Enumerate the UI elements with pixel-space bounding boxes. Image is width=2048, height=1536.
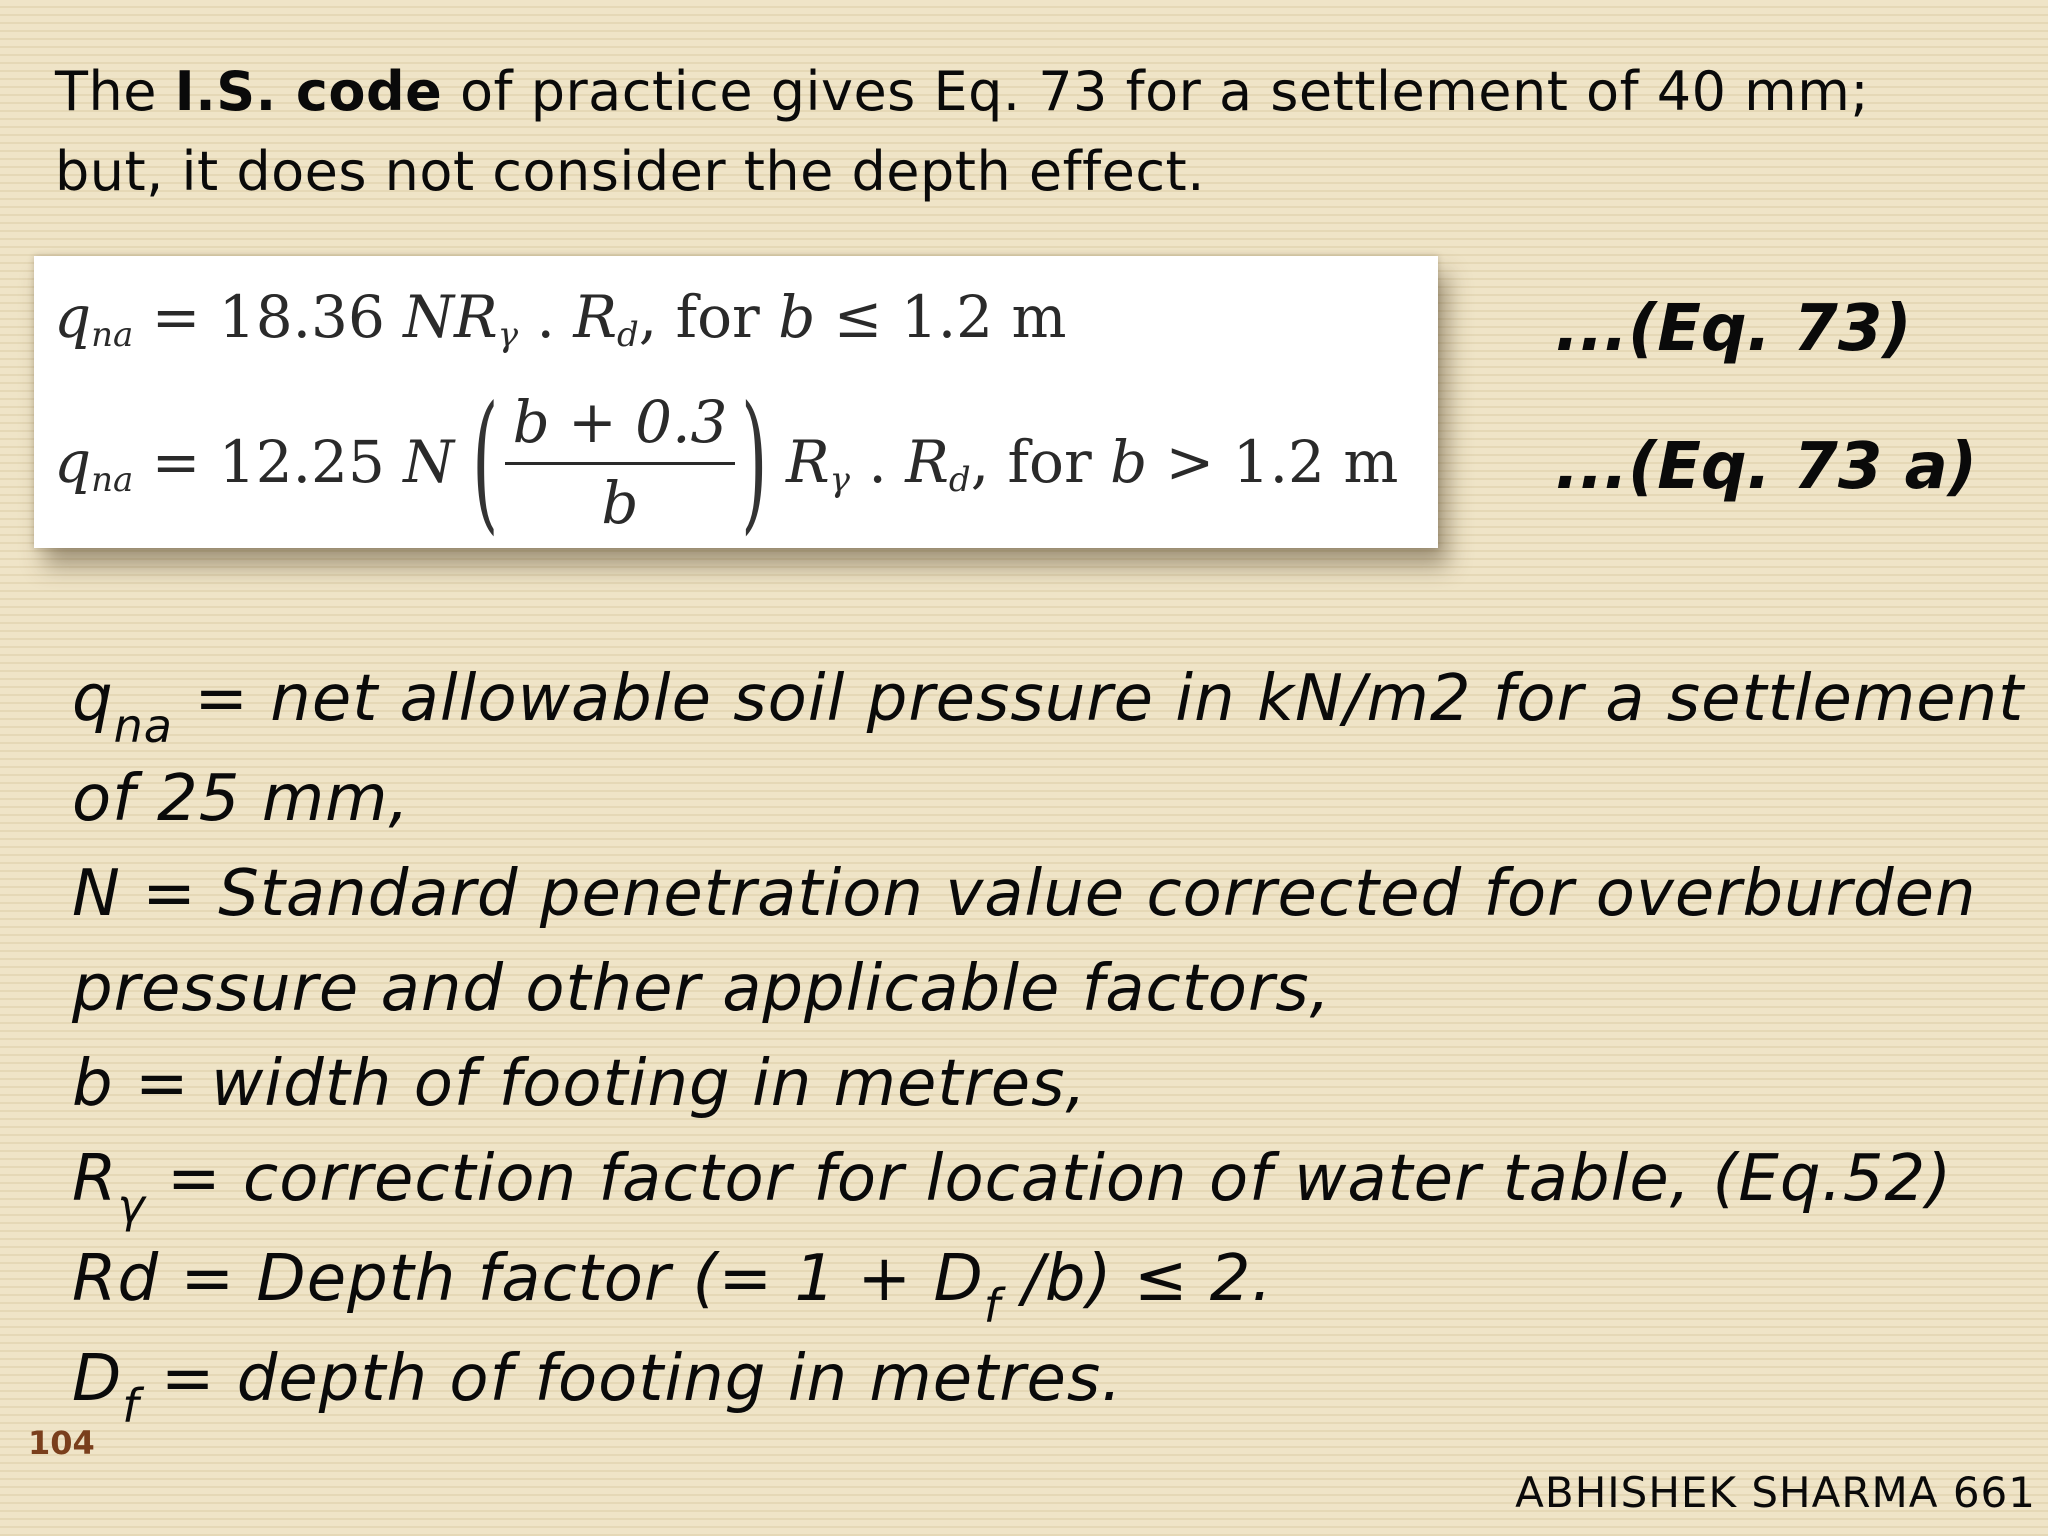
eq1-r: R [454, 283, 498, 351]
eq1-dot: . [518, 283, 574, 351]
eq1-coefficient: 18.36 [218, 283, 404, 351]
eq1-r-sub: γ [497, 315, 519, 355]
eq2-r-sub: γ [829, 460, 850, 500]
eq2-fraction [505, 388, 736, 537]
qna-text-1: = net allowable soil pressure in kN/m2 for a settlement [172, 662, 2025, 736]
eq1-rd-sub: d [617, 315, 639, 355]
eq2-rd-sub: d [948, 460, 971, 500]
eq2-r: R [785, 428, 830, 496]
equation-box [34, 256, 1438, 548]
eq2-coefficient: 12.25 [218, 428, 404, 496]
eq1-rd: R [573, 283, 618, 351]
eq2-fraction-denominator: b [601, 468, 639, 537]
eq2-lhs-sub: na [91, 460, 134, 500]
eq1-b: b [778, 283, 816, 351]
qna-subscript: na [113, 699, 173, 753]
equation-73-label: ...(Eq. 73) [1555, 292, 1912, 366]
equation-73a-label: ...(Eq. 73 a) [1555, 430, 1978, 504]
rd-text-2: /b) ≤ 2. [1000, 1242, 1273, 1316]
eq2-paren-open: ( [472, 375, 499, 549]
df-subscript: f [122, 1379, 140, 1433]
eq1-lhs-sub: na [91, 315, 134, 355]
eq2-equals: = [133, 428, 219, 496]
equation-73 [54, 272, 1067, 362]
intro-text-start: The [55, 60, 175, 123]
eq1-lhs: q [54, 283, 92, 351]
eq2-dot: . [849, 428, 906, 496]
definition-ry [72, 1132, 1962, 1232]
ry-symbol: R [72, 1142, 118, 1216]
intro-text-end: of practice gives Eq. 73 for a settlement of 40 mm; but, it does not consider the depth effect. [55, 60, 1870, 203]
rd-text-1: Rd = Depth factor (= 1 + D [72, 1242, 984, 1316]
intro-paragraph [55, 52, 1955, 212]
df-symbol: D [72, 1342, 123, 1416]
definition-qna-line2: of 25 mm, [72, 762, 410, 836]
definition-rd [72, 1232, 1962, 1332]
author-footer: ABHISHEK SHARMA 661 [1515, 1468, 2036, 1517]
eq2-relation: > 1.2 m [1147, 428, 1399, 496]
eq1-n: N [403, 283, 455, 351]
df-text: = depth of footing in metres. [139, 1342, 1123, 1416]
eq1-relation: ≤ 1.2 m [815, 283, 1067, 351]
intro-bold-term: I.S. code [174, 60, 443, 123]
definition-n-line2: pressure and other applicable factors, [72, 952, 1331, 1026]
eq2-fraction-numerator: b + 0.3 [505, 388, 736, 465]
definition-qna-line1 [72, 652, 2025, 753]
rd-subscript: f [983, 1279, 1001, 1333]
slide-number: 104 [28, 1424, 95, 1462]
eq1-condition: , for [638, 283, 779, 351]
ry-subscript: γ [117, 1179, 146, 1233]
definition-b: b = width of footing in metres, [72, 1047, 1087, 1121]
equation-73a [54, 375, 1399, 549]
ry-text: = correction factor for location of water table, (Eq.52) [145, 1142, 1953, 1216]
eq2-condition: , for [970, 428, 1111, 496]
eq2-paren-close: ) [741, 375, 768, 549]
eq2-n: N [403, 428, 455, 496]
definitions-list [72, 652, 2025, 1433]
definition-n-line1: N = Standard penetration value corrected for overburden [72, 857, 1977, 931]
eq1-equals: = [133, 283, 219, 351]
eq2-rd: R [905, 428, 949, 496]
eq2-lhs: q [54, 428, 92, 496]
qna-symbol: q [72, 662, 114, 736]
definition-df [72, 1332, 1962, 1432]
eq2-b: b [1110, 428, 1148, 496]
